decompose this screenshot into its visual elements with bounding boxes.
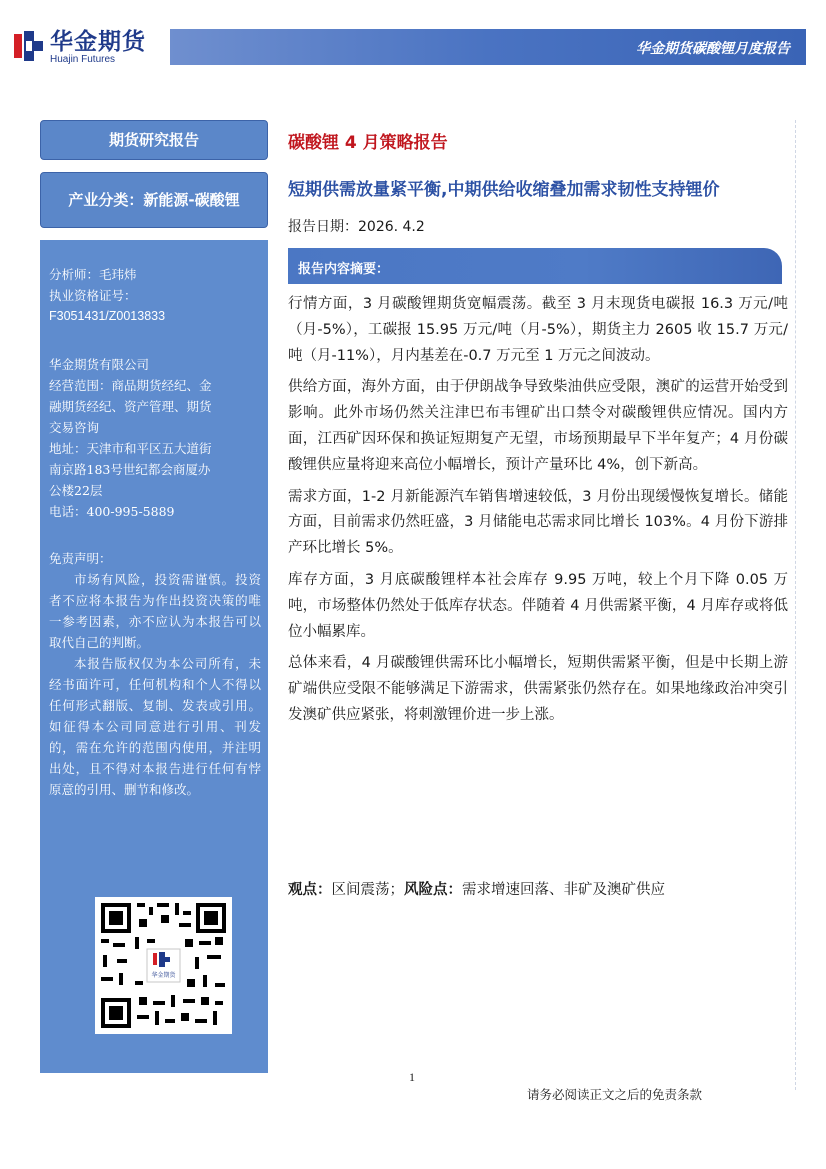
report-type-box: 期货研究报告 xyxy=(40,120,268,160)
risk-value: 需求增速回落、非矿及澳矿供应 xyxy=(462,882,665,898)
company-name: 华金期货有限公司 xyxy=(49,357,150,372)
license-label: 执业资格证号： xyxy=(49,288,137,303)
disclaimer-title: 免责声明： xyxy=(49,551,112,566)
logo-english-text: Huajin Futures xyxy=(50,54,116,65)
page-number: 1 xyxy=(409,1070,415,1084)
qr-code-icon xyxy=(95,897,232,1034)
license-number: F3051431/Z0013833 xyxy=(49,309,166,323)
address-line: 地址：天津市和平区五大道街 xyxy=(49,441,212,456)
qr-center-label: 华金期货 xyxy=(151,972,176,979)
company-info xyxy=(49,354,263,522)
analyst-info xyxy=(49,264,263,327)
business-scope-line: 经营范围：商品期货经纪、金 xyxy=(49,378,212,393)
business-scope-line: 融期货经纪、资产管理、期货 xyxy=(49,399,212,414)
paragraph-supply: 供给方面，海外方面，由于伊朗战争导致柴油供应受限，澳矿的运营开始受到影响。此外市场仍然关注津巴布韦锂矿出口禁令对碳酸锂供应情况。国内方面，江西矿因环保和换证短期复产无望，市场预期最早下半年复产；4 月份碳酸锂供应量将迎来高位小幅增长，预计产量环比 4%，创下新高。 xyxy=(288,379,788,473)
analyst-name: 分析师：毛玮炜 xyxy=(49,267,137,282)
paragraph-inventory: 库存方面，3 月底碳酸锂样本社会库存 9.95 万吨，较上个月下降 0.05 万吨，市场整体仍然处于低库存状态。伴随着 4 月供需紧平衡，4 月库存或将低位小幅累库。 xyxy=(288,571,788,640)
viewpoint-label: 观点： xyxy=(288,882,332,898)
viewpoint-value: 区间震荡； xyxy=(331,882,404,898)
company-logo xyxy=(12,29,147,65)
sidebar-disclaimer xyxy=(49,548,261,800)
column-divider xyxy=(795,120,796,1090)
report-date: 报告日期：2026. 4.2 xyxy=(288,219,425,235)
business-scope-line: 交易咨询 xyxy=(49,420,100,435)
summary-body xyxy=(288,292,788,735)
paragraph-market: 行情方面，3 月碳酸锂期货宽幅震荡。截至 3 月末现货电碳报 16.3 万元/吨（月-5%），工碳报 15.95 万元/吨（月-5%），期货主力 2605 收 15.7 万元/吨（月-11%），月内基差在-0.7 万元至 1 万元之间波动。 xyxy=(288,296,788,364)
header-banner xyxy=(170,29,806,65)
report-subtitle: 短期供需放量紧平衡,中期供给收缩叠加需求韧性支持锂价 xyxy=(288,180,720,200)
industry-category-box: 产业分类：新能源-碳酸锂 xyxy=(40,172,268,228)
disclaimer-paragraph: 本报告版权仅为本公司所有，未经书面许可，任何机构和个人不得以任何形式翻版、复制、发表或引用。如征得本公司同意进行引用、刊发的，需在允许的范围内使用，并注明出处，且不得对本报告进行任何有悖原意的引用、删节和修改。 xyxy=(49,656,261,797)
summary-header-bar xyxy=(288,248,782,284)
summary-label: 报告内容摘要： xyxy=(298,262,390,277)
viewpoint-line xyxy=(288,878,665,899)
phone-line: 电话：400-995-5889 xyxy=(49,504,175,519)
paragraph-demand: 需求方面，1-2 月新能源汽车销售增速较低，3 月份出现缓慢恢复增长。储能方面，目前需求仍然旺盛，3 月储能电芯需求同比增长 103%。4 月份下游排产环比增长 5%。 xyxy=(288,488,788,557)
report-title: 碳酸锂 4 月策略报告 xyxy=(288,133,448,153)
report-series-title: 华金期货碳酸锂月度报告 xyxy=(636,41,790,57)
address-line: 南京路183号世纪都会商厦办 xyxy=(49,462,211,477)
disclaimer-paragraph: 市场有风险，投资需谨慎。投资者不应将本报告为作出投资决策的唯一参考因素，亦不应认为本报告可以取代自己的判断。 xyxy=(49,572,261,650)
logo-text: 华金期货 xyxy=(50,29,146,55)
paragraph-conclusion: 总体来看，4 月碳酸锂供需环比小幅增长，短期供需紧平衡，但是中长期上游矿端供应受限不能够满足下游需求，供需紧张仍然存在。如果地缘政治冲突引发澳矿供应紧张，将刺激锂价进一步上涨。 xyxy=(288,655,788,723)
qr-code xyxy=(95,897,232,1034)
footer-disclaimer: 请务必阅读正文之后的免责条款 xyxy=(527,1087,703,1102)
address-line: 公楼22层 xyxy=(49,483,103,498)
risk-label: 风险点： xyxy=(404,882,462,898)
huajin-logo-icon xyxy=(12,29,46,63)
